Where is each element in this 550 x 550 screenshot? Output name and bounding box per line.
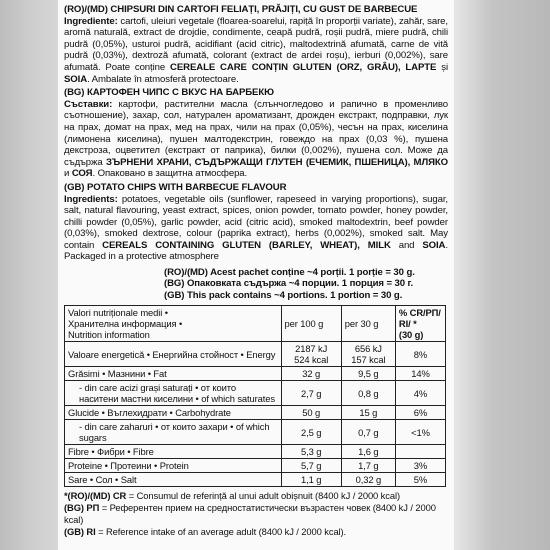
row-name: Valoare energetică • Енергийна стойност • Energy [65, 342, 282, 367]
row-per-100g: 2,7 g [281, 381, 341, 406]
row-ri: 5% [395, 473, 445, 487]
header-ri [395, 306, 445, 342]
row-per-30g: 0,7 g [341, 420, 395, 445]
row-per-100g: 32 g [281, 367, 341, 381]
value-kj: 656 kJ [354, 343, 382, 355]
row-ri: <1% [395, 420, 445, 445]
row-name: Grăsimi • Мазнини • Fat [65, 367, 282, 381]
header-label-line: Nutrition information [68, 329, 150, 341]
table-row [65, 420, 446, 445]
table-row [65, 459, 446, 473]
row-ri: 4% [395, 381, 445, 406]
row-ri: 3% [395, 459, 445, 473]
row-per-30g [341, 342, 395, 367]
row-per-100g: 2,5 g [281, 420, 341, 445]
row-name: Fibre • Фибри • Fibre [65, 445, 282, 459]
tail-gb: . Packaged in a protective atmosphere [64, 239, 448, 263]
header-ri-line: % CR/РП/ [398, 307, 441, 319]
title-gb: (GB) POTATO CHIPS WITH BARBECUE FLAVOUR [64, 181, 287, 193]
row-name: Sare • Сол • Salt [65, 473, 282, 487]
row-per-30g: 15 g [341, 406, 395, 420]
allergen2-gb: SOIA [422, 239, 446, 251]
header-ri-line: RI/ * [398, 318, 417, 330]
title-bg: (BG) КАРТОФЕН ЧИПС С ВКУС НА БАРБЕКЮ [64, 87, 274, 99]
portion-bg: (BG) Опаковката съдържа ~4 порции. 1 порция = 30 г. [164, 278, 414, 290]
row-per-100g: 50 g [281, 406, 341, 420]
row-name: Glucide • Въглехидрати • Carbohydrate [65, 406, 282, 420]
allergen-bg: ЗЪРНЕНИ ХРАНИ, СЪДЪРЖАЩИ ГЛУТЕН (ЕЧЕМИК, ПШЕНИЦА), МЛЯКО [105, 156, 448, 168]
row-name: Proteine • Протеини • Protein [65, 459, 282, 473]
allergen2-ro: SOIA [64, 73, 88, 85]
tail-bg: . Опаковано в защитна атмосфера. [92, 168, 248, 180]
row-ri [395, 445, 445, 459]
row-per-100g: 5,3 g [281, 445, 341, 459]
portion-info [164, 267, 448, 301]
footnote-text: = Consumul de referință al unui adult obișnuit (8400 kJ / 2000 kcal) [126, 490, 400, 502]
table-row [65, 445, 446, 459]
ingredients-label-ro: Ingrediente: [64, 15, 118, 27]
ingredients-text-ro: cartofi, uleiuri vegetale (floarea-soarelui, rapiță în proporții variate), zahăr, sare, aromă naturală, extract de drojdie, condimente, ceapă pudră, roșii pudră, miere pudră, chili pudră (0,05%), usturoi pudră, acidifiant (acid citric), maltodextrină afumată, carne de vită pudră (0,03%), dextroză afumată, colorant (extract de ardei roșu), ierburi (0,002%), sare afumată. Poate conține [64, 15, 448, 73]
ingredients-gb [64, 182, 448, 263]
row-per-30g: 0,32 g [341, 473, 395, 487]
and-gb: and [398, 239, 415, 251]
title-ro: (RO)/(MD) CHIPSURI DIN CARTOFI FELIAȚI, PRĂJIȚI, CU GUST DE BARBECUE [64, 4, 418, 15]
ingredients-ro [64, 4, 448, 85]
row-per-100g: 5,7 g [281, 459, 341, 473]
footnote [64, 502, 448, 526]
product-label [58, 0, 454, 550]
row-per-100g [281, 342, 341, 367]
table-row [65, 381, 446, 406]
portion-ro: (RO)/(MD) Acest pachet conține ~4 porții. 1 porție = 30 g. [164, 267, 415, 279]
row-per-30g: 1,7 g [341, 459, 395, 473]
ingredients-text-bg: картофи, растителни масла (слънчогледово и рапично в променливо съотношение), захар, сол, натурален ароматизант, дрожден екстракт, подправки, лук на прах, домат на прах, мед на прах, чили на прах (0,05%), чесън на прах, киселина (лимонена киселина), пушен малтодекстрин, говеждо на прах (0,03 %), пушена декстроза, оцветител (екстракт от паприка), билки (0,002%), пушена сол. Може да съдържа [64, 98, 448, 168]
table-row [65, 342, 446, 367]
header-per-30g: per 30 g [341, 306, 395, 342]
row-per-30g: 0,8 g [341, 381, 395, 406]
value-kcal: 157 kcal [351, 354, 386, 366]
nutrition-table [64, 305, 446, 487]
footnote-label: *(RO)/(MD) CR [64, 490, 127, 502]
background-left [0, 0, 58, 550]
row-per-100g: 1,1 g [281, 473, 341, 487]
table-row [65, 367, 446, 381]
background-right [454, 0, 550, 550]
row-ri: 6% [395, 406, 445, 420]
portion-gb: (GB) This pack contains ~4 portions. 1 portion = 30 g. [164, 289, 403, 301]
allergen-ro: CEREALE CARE CONȚIN GLUTEN (ORZ, GRÂU), LAPTE [170, 61, 437, 73]
footnote [64, 526, 448, 538]
tail-ro: . Ambalate în atmosferă protectoare. [87, 73, 239, 85]
header-per-100g: per 100 g [281, 306, 341, 342]
row-per-30g: 9,5 g [341, 367, 395, 381]
and-ro: și [441, 61, 448, 73]
row-per-30g: 1,6 g [341, 445, 395, 459]
row-name: - din care zaharuri • от които захари • of which sugars [65, 420, 282, 445]
allergen-gb: CEREALS CONTAINING GLUTEN (BARLEY, WHEAT), MILK [102, 239, 391, 251]
footnote-label: (BG) РП [64, 502, 100, 514]
ingredients-bg [64, 87, 448, 180]
header-label [65, 306, 282, 342]
footnote-label: (GB) RI [64, 526, 96, 538]
value-kcal: 524 kcal [294, 354, 329, 366]
row-ri: 14% [395, 367, 445, 381]
footnotes [64, 490, 448, 538]
footnote-text: = Референтен прием на средностатистически възрастен човек (8400 kJ / 2000 kcal) [64, 502, 436, 526]
ingredients-label-gb: Ingredients: [64, 193, 118, 205]
row-name: - din care acizi grași saturați • от които наситени мастни киселини • of which saturates [65, 381, 282, 406]
header-label-line: Valori nutriționale medii • [68, 307, 168, 319]
table-row [65, 473, 446, 487]
allergen2-bg: СОЯ [71, 168, 93, 180]
table-row [65, 406, 446, 420]
footnote [64, 490, 448, 502]
table-header-row [65, 306, 446, 342]
row-ri: 8% [395, 342, 445, 367]
footnote-text: = Reference intake of an average adult (8400 kJ / 2000 kcal). [95, 526, 347, 538]
header-ri-line: (30 g) [398, 329, 424, 341]
header-label-line: Хранителна информация • [68, 318, 183, 330]
ingredients-text-gb: potatoes, vegetable oils (sunflower, rapeseed in varying proportions), sugar, salt, natural flavouring, yeast extract, spices, onion powder, tomato powder, honey powder, chilli powder (0,05%), garlic powder, acid (citric acid), smoked maltodextrin, beef powder (0,03%), smoked dextrose, colour (paprika extract), herbs (0,002%), smoked salt. May contain [64, 193, 448, 251]
and-bg: и [64, 168, 70, 180]
value-kj: 2187 kJ [295, 343, 328, 355]
ingredients-label-bg: Съставки: [64, 98, 113, 110]
